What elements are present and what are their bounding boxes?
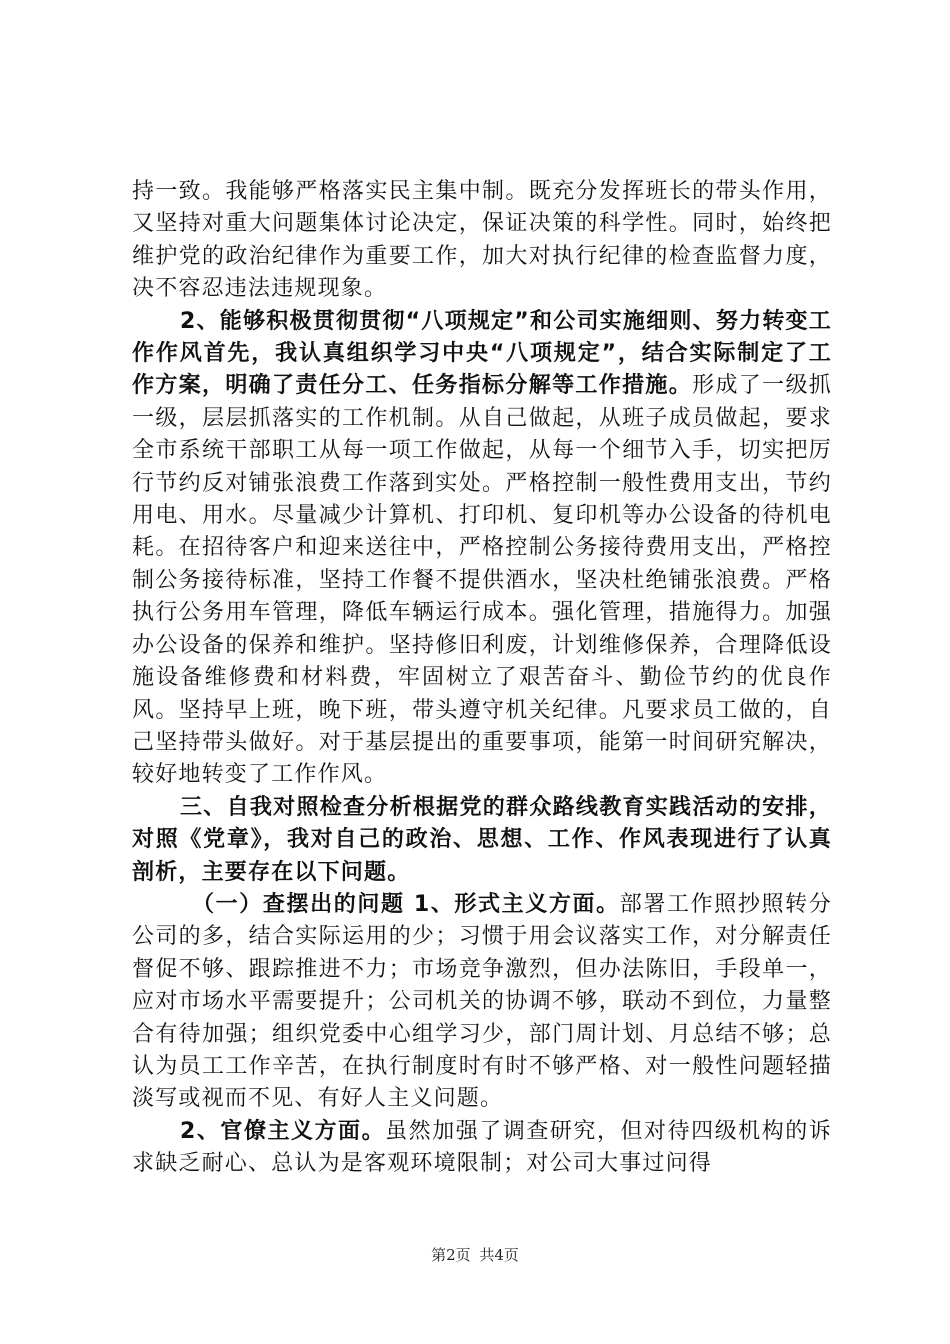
page-footer — [0, 1244, 950, 1265]
paragraph-2-heading: 2、能够积极贯彻贯彻“八项规定”和公司实施细则、努力转变工作作风首先，我认真组织学习中央“八项规定”，结合实际制定了工作方案，明确了责任分工、任务指标分解等工作措施。 — [132, 308, 832, 399]
paragraph-5-heading: 2、官僚主义方面。 — [180, 1118, 386, 1144]
section-3-heading: 三、自我对照检查分析根据党的群众路线教育实践活动的安排，对照《党章》，我对自己的政治、思想、工作、作风表现进行了认真剖析，主要存在以下问题。 — [132, 794, 832, 885]
paragraph-5-text: 虽然加强了调查研究，但对待四级机构的诉求缺乏耐心、总认为是客观环境限制；对公司大事过问得 — [132, 1118, 832, 1177]
paragraph-4-text: 部署工作照抄照转分公司的多，结合实际运用的少；习惯于用会议落实工作，对分解责任督促不够、跟踪推进不力；市场竞争激烈，但办法陈旧，手段单一，应对市场水平需要提升；公司机关的协调不够，联动不到位，力量整合有待加强；组织党委中心组学习少，部门周计划、月总结不够；总认为员工工作辛苦，在执行制度时有时不够严格、对一般性问题轻描淡写或视而不见、有好人主义问题。 — [132, 891, 832, 1112]
document-body — [132, 176, 832, 1181]
paragraph-4 — [132, 889, 832, 1116]
paragraph-2 — [132, 306, 832, 792]
paragraph-2-text: 形成了一级抓一级，层层抓落实的工作机制。从自己做起，从班子成员做起，要求全市系统干部职工从每一项工作做起，从每一个细节入手，切实把厉行节约反对铺张浪费工作落到实处。严格控制一般性费用支出，节约用电、用水。尽量减少计算机、打印机、复印机等办公设备的待机电耗。在招待客户和迎来送往中，严格控制公务接待费用支出，严格控制公务接待标准，坚持工作餐不提供酒水，坚决杜绝铺张浪费。严格执行公务用车管理，降低车辆运行成本。强化管理，措施得力。加强办公设备的保养和维护。坚持修旧利废，计划维修保养，合理降低设施设备维修费和材料费，牢固树立了艰苦奋斗、勤俭节约的优良作风。坚持早上班，晚下班，带头遵守机关纪律。凡要求员工做的，自己坚持带头做好。对于基层提出的重要事项，能第一时间研究解决，较好地转变了工作作风。 — [132, 373, 832, 788]
paragraph-4-heading: （一）查摆出的问题 1、形式主义方面。 — [192, 891, 620, 917]
paragraph-1-text: 持一致。我能够严格落实民主集中制。既充分发挥班长的带头作用，又坚持对重大问题集体讨论决定，保证决策的科学性。同时，始终把维护党的政治纪律作为重要工作，加大对执行纪律的检查监督力度，决不容忍违法违规现象。 — [132, 179, 832, 302]
page-total: 共4页 — [479, 1246, 519, 1264]
paragraph-5 — [132, 1116, 832, 1181]
paragraph-1 — [132, 176, 832, 306]
paragraph-3 — [132, 792, 832, 889]
page-number: 第2页 — [431, 1246, 471, 1264]
